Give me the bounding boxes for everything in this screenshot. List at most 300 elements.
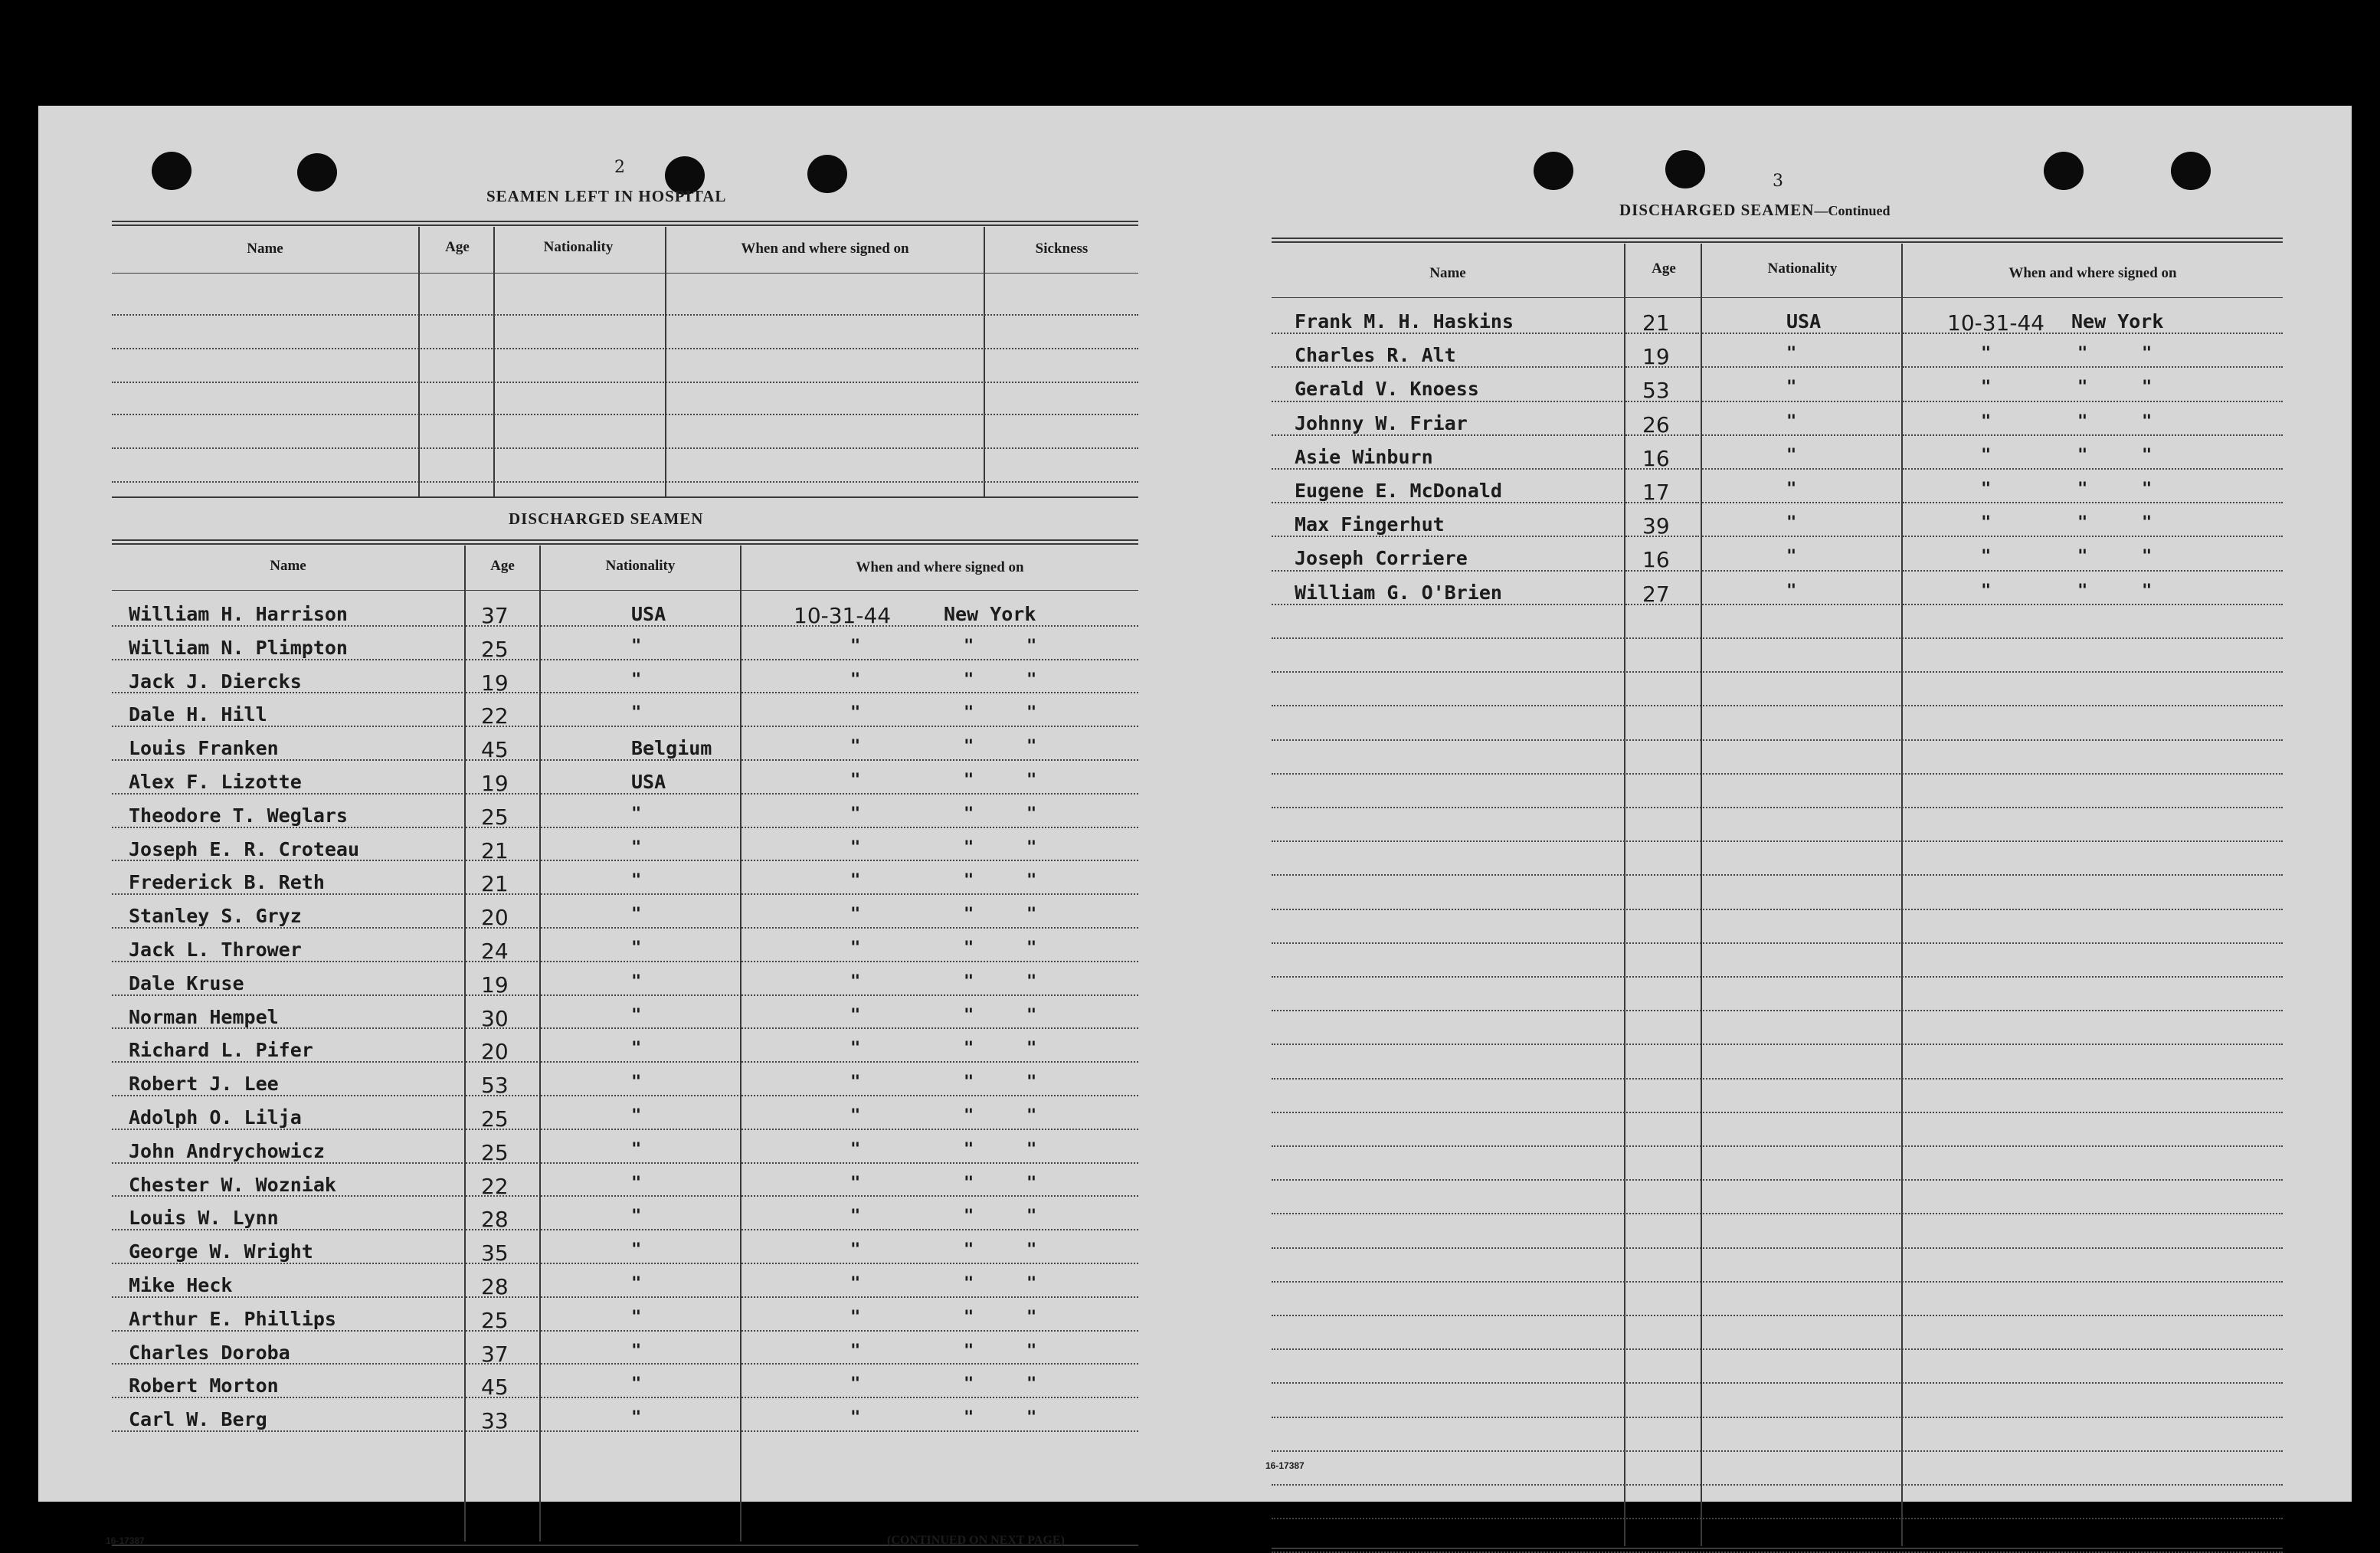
row-rule <box>1702 401 1900 402</box>
row-rule <box>741 1195 1138 1197</box>
rule <box>112 447 1138 449</box>
signed-on-place: " <box>964 1106 974 1125</box>
row-rule <box>112 1229 463 1230</box>
row-rule <box>1702 502 1900 503</box>
seaman-nationality: " <box>631 939 642 958</box>
seaman-name: Max Fingerhut <box>1295 513 1445 536</box>
blank-row-rule <box>1272 807 2283 808</box>
seaman-nationality: " <box>1786 445 1797 465</box>
signed-on-place: " <box>964 871 974 891</box>
row-rule <box>1625 434 1699 436</box>
row-rule <box>541 1061 738 1063</box>
rule <box>1272 1548 2283 1549</box>
row-rule <box>1272 434 1622 436</box>
row-rule <box>112 994 463 996</box>
table-row <box>112 662 1138 696</box>
rule <box>112 348 1138 349</box>
seaman-nationality: USA <box>1786 310 1822 333</box>
signed-on-place: " <box>964 636 974 656</box>
table-row <box>112 1266 1138 1299</box>
blank-row-rule <box>1272 942 2283 944</box>
signed-on-place: New York <box>2071 310 2164 333</box>
seaman-age: 28 <box>481 1274 509 1299</box>
table-row <box>112 1098 1138 1132</box>
signed-on-place: " <box>964 1274 974 1293</box>
row-rule <box>112 1095 463 1096</box>
seaman-name: Chester W. Wozniak <box>129 1173 336 1196</box>
hospital-header-nationality: Nationality <box>543 239 614 255</box>
seaman-name: Mike Heck <box>129 1274 233 1296</box>
seaman-age: 22 <box>481 1173 509 1199</box>
rule <box>984 227 985 496</box>
signed-on-place: " <box>1026 737 1037 757</box>
row-rule <box>541 1263 738 1264</box>
seaman-name: Johnny W. Friar <box>1295 411 1468 434</box>
signed-on-place: " <box>1026 636 1037 656</box>
seaman-name: Gerald V. Knoess <box>1295 378 1479 401</box>
seaman-nationality: " <box>631 1207 642 1227</box>
seaman-nationality: " <box>631 1073 642 1093</box>
row-rule <box>466 1263 538 1264</box>
row-rule <box>541 893 738 895</box>
table-row <box>112 1030 1138 1064</box>
table-row <box>112 695 1138 729</box>
seaman-name: Adolph O. Lilja <box>129 1106 302 1129</box>
seaman-age: 39 <box>1642 513 1670 539</box>
seaman-nationality: " <box>1786 411 1797 431</box>
signed-on-place: " <box>1026 1240 1037 1260</box>
table-row <box>112 1400 1138 1433</box>
signed-on-date: " <box>850 1408 861 1428</box>
signed-on-place: " <box>964 1139 974 1159</box>
rule <box>493 227 495 496</box>
seaman-nationality: " <box>1786 581 1797 601</box>
signed-on-place: " <box>1026 971 1037 991</box>
row-rule <box>1272 468 1622 470</box>
row-rule <box>1272 502 1622 503</box>
signed-on-place: " <box>2077 411 2088 431</box>
row-rule <box>741 1397 1138 1398</box>
row-rule <box>741 759 1138 761</box>
seaman-name: Robert Morton <box>129 1374 279 1397</box>
row-rule <box>541 1296 738 1298</box>
seaman-nationality: " <box>631 636 642 656</box>
signed-on-place: " <box>964 737 974 757</box>
row-rule <box>466 1363 538 1365</box>
signed-on-date: " <box>850 1307 861 1327</box>
row-rule <box>466 860 538 861</box>
row-rule <box>541 927 738 929</box>
seaman-age: 25 <box>481 1139 509 1165</box>
signed-on-date: 10-31-44 <box>1947 310 2045 336</box>
punch-hole <box>152 152 192 190</box>
row-rule <box>741 1229 1138 1230</box>
seaman-nationality: " <box>631 1274 642 1293</box>
seaman-nationality: " <box>1786 344 1797 364</box>
table-row <box>1272 404 2283 437</box>
table-row <box>1272 369 2283 403</box>
blank-row-rule <box>1272 1010 2283 1011</box>
document-sheet <box>38 106 2352 1547</box>
signed-on-date: " <box>850 771 861 790</box>
signed-on-place: " <box>964 1307 974 1327</box>
row-rule <box>466 1430 538 1432</box>
punch-hole <box>807 155 847 193</box>
signed-on-place: " <box>1026 905 1037 925</box>
seaman-age: 21 <box>481 837 509 863</box>
table-row <box>112 729 1138 762</box>
seaman-nationality: " <box>631 1039 642 1059</box>
rule <box>112 539 1138 541</box>
blank-row-rule <box>1272 1450 2283 1452</box>
row-rule <box>1702 570 1900 572</box>
signed-on-date: " <box>850 804 861 824</box>
signed-on-place: " <box>1026 1139 1037 1159</box>
signed-on-place: " <box>2142 378 2152 398</box>
seaman-name: Dale Kruse <box>129 971 244 994</box>
seaman-nationality: " <box>631 1307 642 1327</box>
row-rule <box>1903 333 2283 334</box>
seaman-age: 16 <box>1642 445 1670 471</box>
signed-on-date: " <box>1981 480 1992 499</box>
row-rule <box>1702 536 1900 537</box>
seaman-name: Charles Doroba <box>129 1341 290 1364</box>
seaman-nationality: " <box>1786 547 1797 567</box>
signed-on-date: " <box>850 636 861 656</box>
row-rule <box>1625 536 1699 537</box>
signed-on-place: " <box>2077 581 2088 601</box>
table-row <box>112 930 1138 964</box>
seaman-age: 21 <box>481 871 509 897</box>
seaman-age: 19 <box>481 670 509 696</box>
row-rule <box>1625 401 1699 402</box>
signed-on-place: " <box>2142 344 2152 364</box>
signed-on-place: " <box>1026 670 1037 690</box>
row-rule <box>541 1397 738 1398</box>
signed-on-place: " <box>964 1374 974 1394</box>
table-row <box>1272 505 2283 539</box>
row-rule <box>541 994 738 996</box>
blank-row-rule <box>1272 1518 2283 1519</box>
seaman-age: 25 <box>481 1106 509 1132</box>
seaman-age: 30 <box>481 1005 509 1031</box>
row-rule <box>112 1330 463 1332</box>
signed-on-place: " <box>964 1073 974 1093</box>
seaman-nationality: " <box>631 670 642 690</box>
row-rule <box>466 1397 538 1398</box>
blank-row-rule <box>1272 705 2283 706</box>
row-rule <box>541 961 738 962</box>
row-rule <box>1272 536 1622 537</box>
seaman-age: 53 <box>481 1073 509 1099</box>
row-rule <box>466 1296 538 1298</box>
seaman-name: Alex F. Lizotte <box>129 771 302 793</box>
row-rule <box>1625 333 1699 334</box>
seaman-name: Joseph Corriere <box>1295 547 1468 570</box>
signed-on-date: " <box>850 905 861 925</box>
row-rule <box>466 1061 538 1063</box>
row-rule <box>541 692 738 693</box>
seaman-nationality: " <box>631 1139 642 1159</box>
table-row <box>1272 539 2283 572</box>
row-rule <box>1625 570 1699 572</box>
row-rule <box>466 927 538 929</box>
seaman-name: Robert J. Lee <box>129 1073 279 1096</box>
hospital-header-name: Name <box>247 241 283 257</box>
row-rule <box>541 1330 738 1332</box>
blank-row-rule <box>1272 1078 2283 1080</box>
signed-on-date: " <box>1981 344 1992 364</box>
signed-on-place: " <box>1026 1005 1037 1025</box>
row-rule <box>541 793 738 795</box>
seaman-age: 35 <box>481 1240 509 1266</box>
hospital-header-signed-on: When and where signed on <box>741 241 909 257</box>
table-row <box>112 796 1138 830</box>
row-rule <box>466 1095 538 1096</box>
row-rule <box>741 827 1138 828</box>
rule <box>418 227 420 496</box>
row-rule <box>1272 401 1622 402</box>
row-rule <box>541 726 738 727</box>
row-rule <box>112 692 463 693</box>
seaman-name: Norman Hempel <box>129 1005 279 1028</box>
seaman-age: 28 <box>481 1207 509 1233</box>
blank-row-rule <box>1272 1179 2283 1181</box>
rule <box>112 382 1138 383</box>
discharged-header-nationality: Nationality <box>605 558 676 574</box>
signed-on-place: " <box>2077 513 2088 533</box>
blank-row-rule <box>1272 976 2283 978</box>
row-rule <box>112 1027 463 1029</box>
row-rule <box>541 1129 738 1130</box>
row-rule <box>112 726 463 727</box>
discharged-header-signed-on: When and where signed on <box>856 559 1024 575</box>
table-row <box>1272 336 2283 369</box>
row-rule <box>112 1162 463 1164</box>
table-row <box>112 964 1138 998</box>
row-rule <box>741 1263 1138 1264</box>
signed-on-place: " <box>2142 480 2152 499</box>
rule <box>1272 241 2283 243</box>
row-rule <box>112 1061 463 1063</box>
seaman-age: 26 <box>1642 411 1670 437</box>
blank-row-rule <box>1272 1112 2283 1113</box>
signed-on-place: " <box>964 804 974 824</box>
signed-on-date: " <box>850 1341 861 1361</box>
row-rule <box>1903 604 2283 605</box>
seaman-name: Charles R. Alt <box>1295 344 1456 367</box>
signed-on-place: " <box>1026 1039 1037 1059</box>
signed-on-place: " <box>1026 1408 1037 1428</box>
table-row <box>112 1333 1138 1367</box>
seaman-nationality: " <box>631 1374 642 1394</box>
signed-on-place: " <box>964 771 974 790</box>
row-rule <box>741 1129 1138 1130</box>
seaman-name: Frederick B. Reth <box>129 871 325 894</box>
row-rule <box>466 827 538 828</box>
punch-hole <box>2044 152 2084 190</box>
row-rule <box>112 759 463 761</box>
signed-on-date: 10-31-44 <box>794 603 892 628</box>
table-row <box>112 628 1138 662</box>
seaman-name: Carl W. Berg <box>129 1408 267 1431</box>
signed-on-place: " <box>2077 480 2088 499</box>
signed-on-place: " <box>2077 547 2088 567</box>
signed-on-place: New York <box>944 603 1036 625</box>
row-rule <box>541 625 738 627</box>
signed-on-place: " <box>1026 1207 1037 1227</box>
row-rule <box>1625 604 1699 605</box>
right-section-title <box>1619 201 1890 220</box>
seaman-age: 17 <box>1642 480 1670 505</box>
discharged-header-age: Age <box>490 558 515 574</box>
seaman-age: 20 <box>481 1039 509 1065</box>
blank-row-rule <box>1272 840 2283 842</box>
table-row <box>112 762 1138 796</box>
seaman-name: Richard L. Pifer <box>129 1039 313 1062</box>
signed-on-place: " <box>964 1005 974 1025</box>
punch-hole <box>2171 152 2211 190</box>
row-rule <box>541 759 738 761</box>
row-rule <box>466 1027 538 1029</box>
signed-on-date: " <box>850 1173 861 1193</box>
discharged-header-name: Name <box>270 558 306 574</box>
continued-note: (CONTINUED ON NEXT PAGE) <box>887 1534 1065 1547</box>
seaman-nationality: Belgium <box>631 737 712 760</box>
signed-on-place: " <box>964 670 974 690</box>
seaman-age: 37 <box>481 1341 509 1367</box>
seaman-nationality: USA <box>631 771 666 793</box>
right-form-number: 16-17387 <box>1265 1460 1305 1471</box>
row-rule <box>466 1330 538 1332</box>
punch-hole <box>1665 150 1705 188</box>
row-rule <box>1625 468 1699 470</box>
row-rule <box>112 659 463 660</box>
rule <box>1272 238 2283 239</box>
seaman-age: 45 <box>481 1374 509 1401</box>
seaman-name: Eugene E. McDonald <box>1295 480 1502 502</box>
row-rule <box>466 659 538 660</box>
signed-on-date: " <box>850 871 861 891</box>
right-title-suffix: —Continued <box>1814 203 1891 218</box>
rule <box>112 224 1138 226</box>
signed-on-place: " <box>964 837 974 857</box>
seaman-nationality: " <box>631 1173 642 1193</box>
row-rule <box>466 1229 538 1230</box>
seaman-nationality: " <box>631 1005 642 1025</box>
hospital-header-sickness: Sickness <box>1035 241 1089 257</box>
signed-on-date: " <box>1981 378 1992 398</box>
row-rule <box>1702 366 1900 368</box>
table-row <box>112 1165 1138 1199</box>
signed-on-place: " <box>2142 411 2152 431</box>
row-rule <box>741 1296 1138 1298</box>
row-rule <box>466 726 538 727</box>
signed-on-date: " <box>850 703 861 723</box>
signed-on-date: " <box>850 939 861 958</box>
signed-on-place: " <box>964 1207 974 1227</box>
row-rule <box>1702 434 1900 436</box>
rule <box>112 496 1138 498</box>
row-rule <box>466 793 538 795</box>
seaman-name: Jack L. Thrower <box>129 939 302 961</box>
seaman-age: 33 <box>481 1408 509 1434</box>
seaman-nationality: " <box>631 971 642 991</box>
seaman-nationality: " <box>631 1341 642 1361</box>
row-rule <box>1702 604 1900 605</box>
row-rule <box>541 659 738 660</box>
punch-hole <box>297 153 337 192</box>
seaman-nationality: " <box>1786 513 1797 533</box>
rule <box>112 221 1138 222</box>
row-rule <box>741 893 1138 895</box>
row-rule <box>1702 333 1900 334</box>
signed-on-date: " <box>850 1106 861 1125</box>
punch-hole <box>1534 152 1573 190</box>
row-rule <box>541 1229 738 1230</box>
left-form-number: 16-17387 <box>106 1535 145 1546</box>
signed-on-place: " <box>2142 445 2152 465</box>
signed-on-date: " <box>850 1240 861 1260</box>
row-rule <box>1903 536 2283 537</box>
row-rule <box>112 1195 463 1197</box>
row-rule <box>112 893 463 895</box>
row-rule <box>541 1363 738 1365</box>
seaman-age: 25 <box>481 636 509 662</box>
right-title-main: DISCHARGED SEAMEN <box>1619 201 1815 219</box>
seaman-nationality: " <box>631 837 642 857</box>
blank-row-rule <box>1272 637 2283 639</box>
row-rule <box>741 1061 1138 1063</box>
seaman-age: 22 <box>481 703 509 729</box>
signed-on-place: " <box>2142 547 2152 567</box>
signed-on-date: " <box>850 1374 861 1394</box>
seaman-age: 19 <box>481 971 509 998</box>
row-rule <box>466 759 538 761</box>
row-rule <box>112 827 463 828</box>
row-rule <box>466 893 538 895</box>
signed-on-date: " <box>1981 513 1992 533</box>
seaman-nationality: " <box>631 703 642 723</box>
row-rule <box>1625 366 1699 368</box>
signed-on-date: " <box>850 737 861 757</box>
seaman-name: Arthur E. Phillips <box>129 1307 336 1330</box>
seaman-nationality: " <box>631 905 642 925</box>
row-rule <box>112 860 463 861</box>
signed-on-date: " <box>1981 547 1992 567</box>
signed-on-place: " <box>964 1039 974 1059</box>
signed-on-place: " <box>964 939 974 958</box>
row-rule <box>741 1430 1138 1432</box>
row-rule <box>541 827 738 828</box>
signed-on-place: " <box>2077 378 2088 398</box>
row-rule <box>741 726 1138 727</box>
blank-row-rule <box>1272 1315 2283 1316</box>
rule <box>112 273 1138 274</box>
row-rule <box>1272 570 1622 572</box>
seaman-nationality: " <box>631 1240 642 1260</box>
table-row <box>112 1198 1138 1232</box>
row-rule <box>1903 366 2283 368</box>
table-row <box>112 830 1138 863</box>
seaman-nationality: " <box>631 1408 642 1428</box>
signed-on-date: " <box>1981 581 1992 601</box>
seaman-age: 37 <box>481 603 509 628</box>
blank-row-rule <box>1272 1145 2283 1147</box>
signed-on-date: " <box>850 971 861 991</box>
row-rule <box>466 692 538 693</box>
row-rule <box>541 1162 738 1164</box>
